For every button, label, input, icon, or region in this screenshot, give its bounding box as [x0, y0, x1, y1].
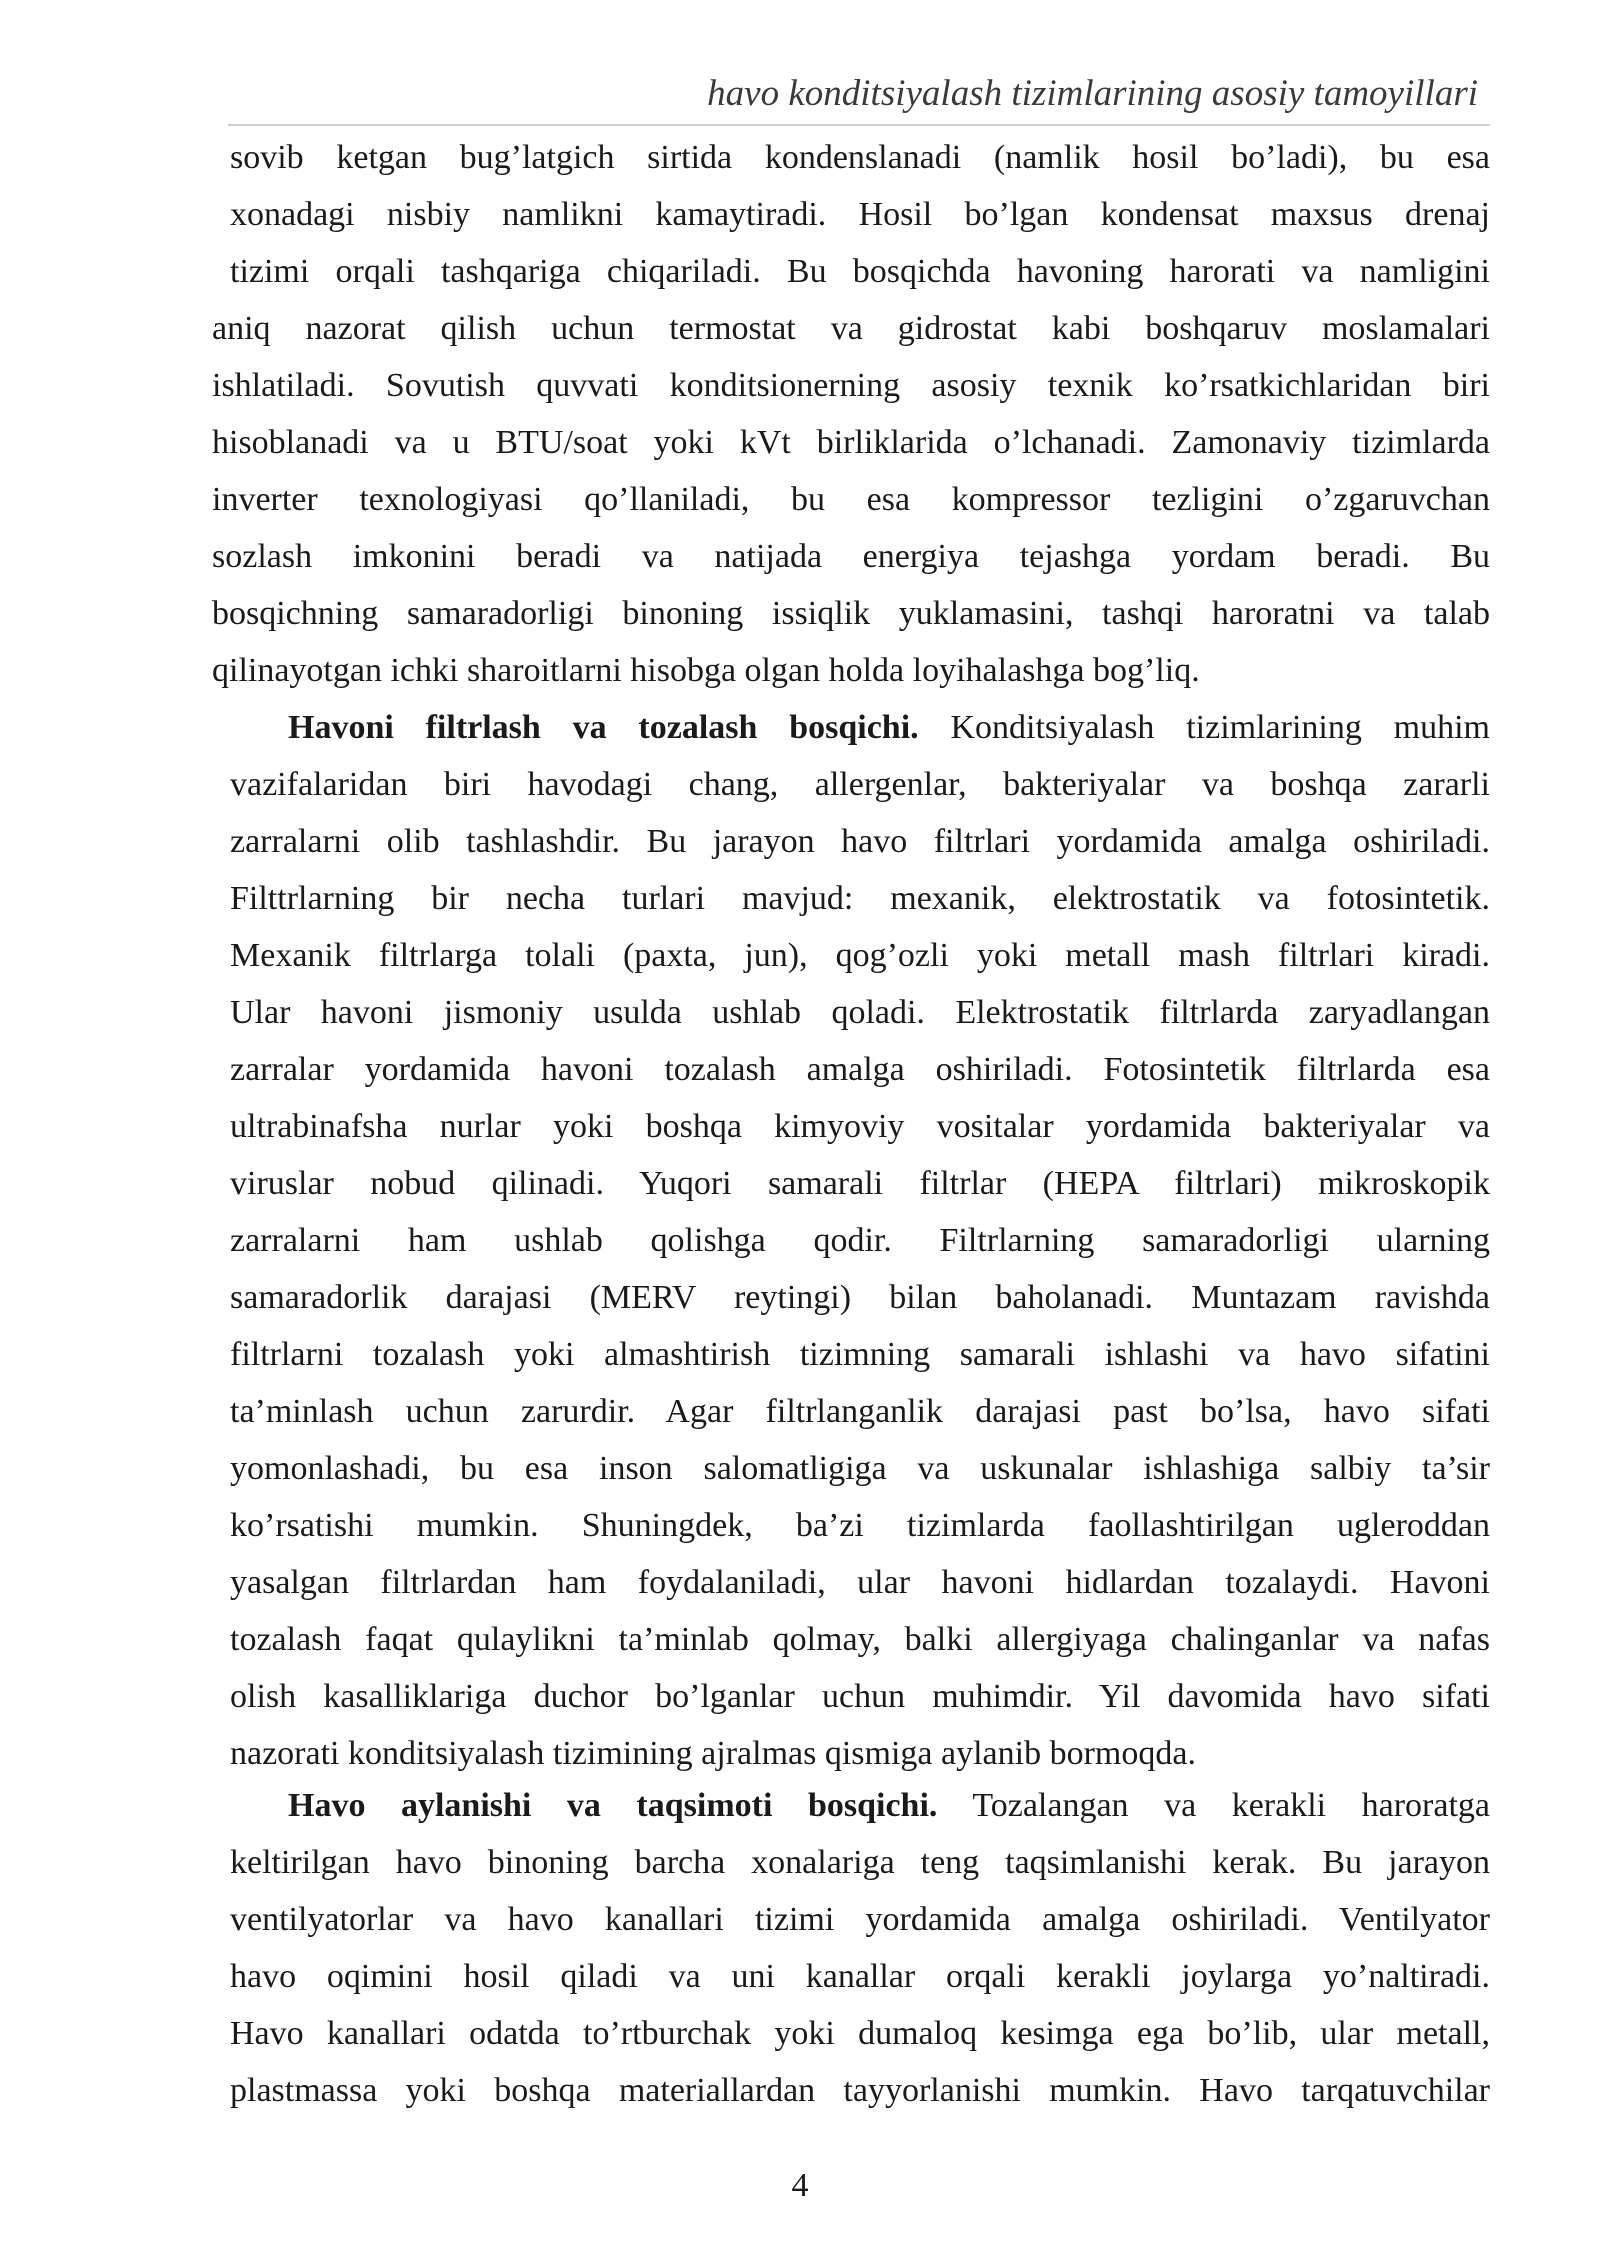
text-line: inverter texnologiyasi qo’llaniladi, bu esa kompressor tezligini o’zgaruvchan — [212, 481, 1490, 518]
text-line: ultrabinafsha nurlar yoki boshqa kimyoviy vositalar yordamida bakteriyalar va — [230, 1108, 1490, 1145]
text-line: qilinayotgan ichki sharoitlarni hisobga olgan holda loyihalashga bog’liq. — [212, 652, 1200, 689]
text-line: olish kasalliklariga duchor bo’lganlar uchun muhimdir. Yil davomida havo sifati — [230, 1678, 1490, 1715]
text-line: aniq nazorat qilish uchun termostat va gidrostat kabi boshqaruv moslamalari — [212, 310, 1490, 347]
running-header-title: havo konditsiyalash tizimlarining asosiy tamoyillari — [707, 73, 1478, 114]
text-line: plastmassa yoki boshqa materiallardan tayyorlanishi mumkin. Havo tarqatuvchilar — [230, 2072, 1490, 2109]
text-line: samaradorlik darajasi (MERV reytingi) bilan baholanadi. Muntazam ravishda — [230, 1279, 1490, 1316]
text-line: ishlatiladi. Sovutish quvvati konditsionerning asosiy texnik ko’rsatkichlaridan biri — [212, 367, 1490, 404]
text-line: havo oqimini hosil qiladi va uni kanallar orqali kerakli joylarga yo’naltiradi. — [230, 1958, 1490, 1995]
text-line: keltirilgan havo binoning barcha xonalariga teng taqsimlanishi kerak. Bu jarayon — [230, 1844, 1490, 1881]
text-line: ventilyatorlar va havo kanallari tizimi yordamida amalga oshiriladi. Ventilyator — [230, 1901, 1490, 1938]
paragraph-first-line — [288, 1786, 1490, 1826]
text-line: xonadagi nisbiy namlikni kamaytiradi. Hosil bo’lgan kondensat maxsus drenaj — [230, 196, 1490, 233]
text-line: Ular havoni jismoniy usulda ushlab qoladi. Elektrostatik filtrlarda zaryadlangan — [230, 994, 1490, 1031]
text-line: viruslar nobud qilinadi. Yuqori samarali filtrlar (HEPA filtrlari) mikroskopik — [230, 1165, 1490, 1202]
text-line: yasalgan filtrlardan ham foydalaniladi, ular havoni hidlardan tozalaydi. Havoni — [230, 1564, 1490, 1601]
text-line: nazorati konditsiyalash tizimining ajralmas qismiga aylanib bormoqda. — [230, 1735, 1196, 1772]
text-span: Konditsiyalash tizimlarining muhim — [950, 709, 1490, 746]
text-line: hisoblanadi va u BTU/soat yoki kVt birliklarida o’lchanadi. Zamonaviy tizimlarda — [212, 424, 1490, 461]
section-heading: Havo aylanishi va taqsimoti bosqichi. — [288, 1787, 938, 1824]
text-line: tizimi orqali tashqariga chiqariladi. Bu bosqichda havoning harorati va namligini — [230, 253, 1490, 290]
text-line: bosqichning samaradorligi binoning issiqlik yuklamasini, tashqi haroratni va talab — [212, 595, 1490, 632]
text-line: zarralar yordamida havoni tozalash amalga oshiriladi. Fotosintetik filtrlarda esa — [230, 1051, 1490, 1088]
text-line: Havo kanallari odatda to’rtburchak yoki dumaloq kesimga ega bo’lib, ular metall, — [230, 2015, 1490, 2052]
text-line: Filttrlarning bir necha turlari mavjud: mexanik, elektrostatik va fotosintetik. — [230, 880, 1490, 917]
text-span: Tozalangan va kerakli haroratga — [972, 1787, 1490, 1824]
text-line: sozlash imkonini beradi va natijada energiya tejashga yordam beradi. Bu — [212, 538, 1490, 575]
paragraph-first-line — [288, 708, 1490, 748]
text-line: yomonlashadi, bu esa inson salomatligiga va uskunalar ishlashiga salbiy ta’sir — [230, 1450, 1490, 1487]
text-line: zarralarni olib tashlashdir. Bu jarayon havo filtrlari yordamida amalga oshiriladi. — [230, 823, 1490, 860]
text-line: filtrlarni tozalash yoki almashtirish tizimning samarali ishlashi va havo sifatini — [230, 1336, 1490, 1373]
text-line: Mexanik filtrlarga tolali (paxta, jun), qog’ozli yoki metall mash filtrlari kiradi. — [230, 937, 1490, 974]
text-line: ko’rsatishi mumkin. Shuningdek, ba’zi tizimlarda faollashtirilgan ugleroddan — [230, 1507, 1490, 1544]
text-line: ta’minlash uchun zarurdir. Agar filtrlanganlik darajasi past bo’lsa, havo sifati — [230, 1393, 1490, 1430]
text-line: tozalash faqat qulaylikni ta’minlab qolmay, balki allergiyaga chalinganlar va nafas — [230, 1621, 1490, 1658]
page-number: 4 — [791, 2167, 809, 2204]
section-heading: Havoni filtrlash va tozalash bosqichi. — [288, 709, 919, 746]
text-line: sovib ketgan bug’latgich sirtida kondenslanadi (namlik hosil bo’ladi), bu esa — [230, 139, 1490, 176]
text-line: vazifalaridan biri havodagi chang, allergenlar, bakteriyalar va boshqa zararli — [230, 766, 1490, 803]
text-line: zarralarni ham ushlab qolishga qodir. Filtrlarning samaradorligi ularning — [230, 1222, 1490, 1259]
